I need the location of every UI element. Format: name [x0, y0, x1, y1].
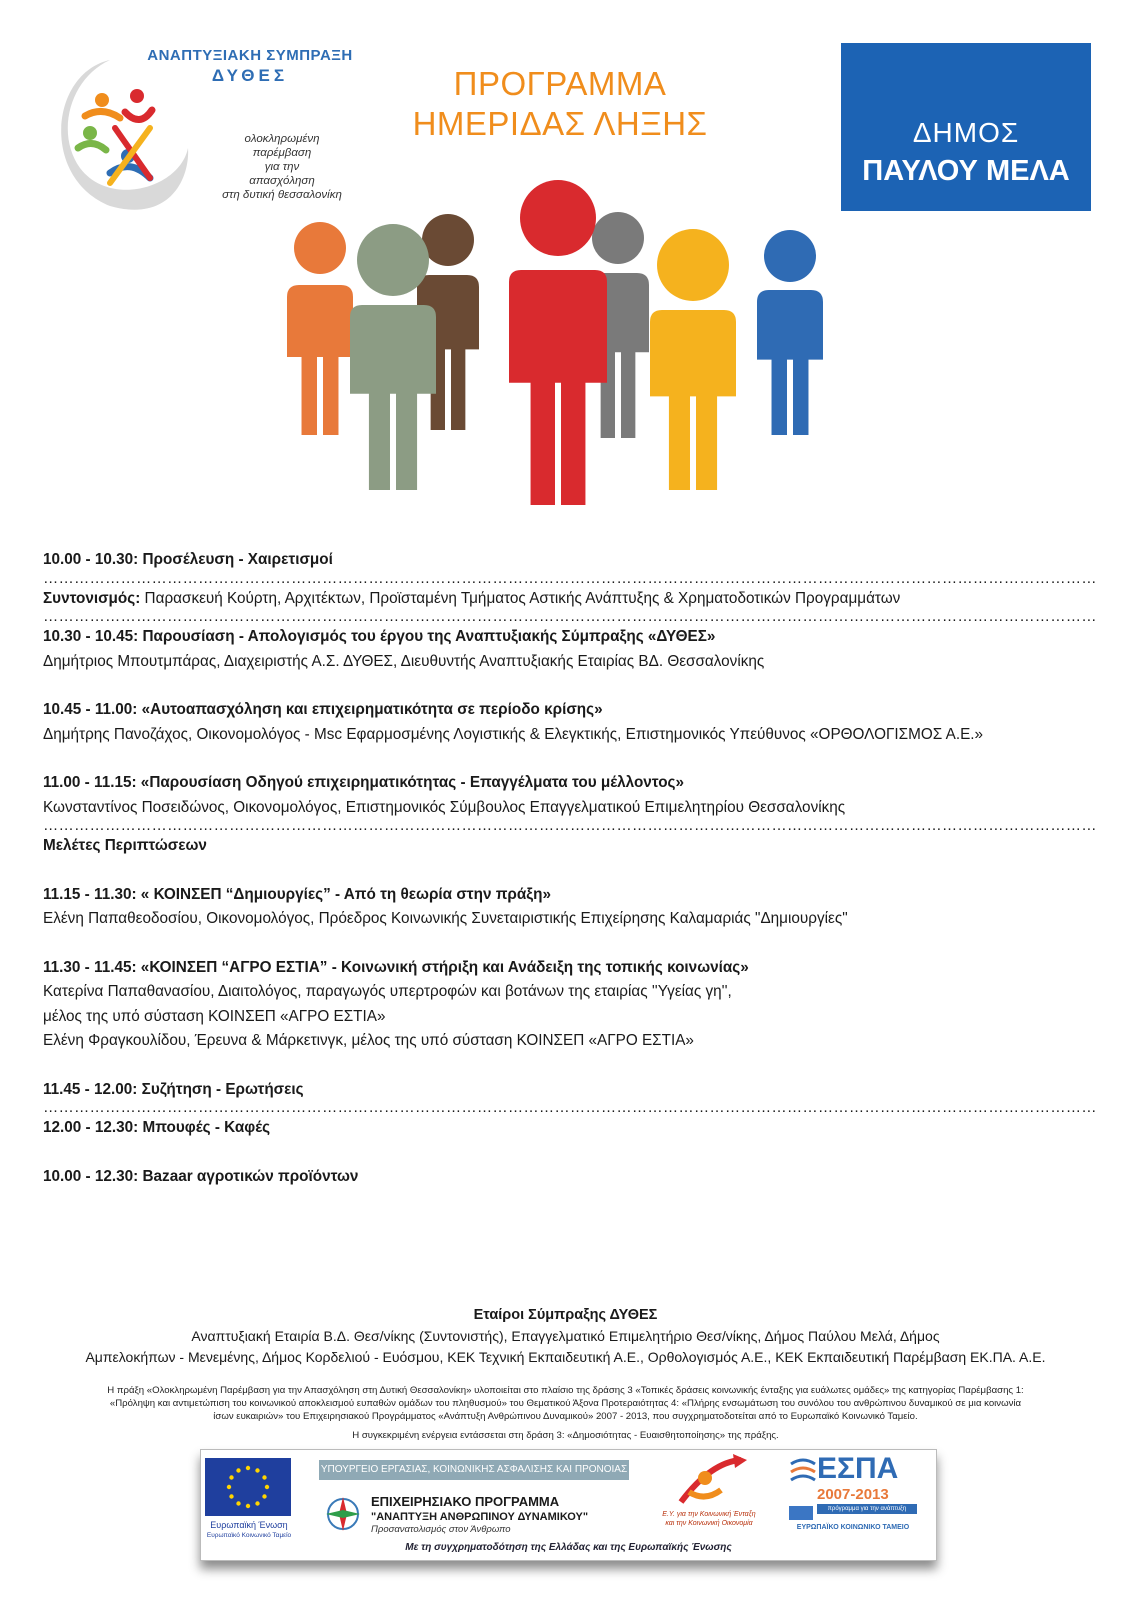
logo-title	[135, 46, 365, 86]
municipality-line2: ΠΑΥΛΟΥ ΜΕΛΑ	[862, 155, 1070, 187]
funding-note	[20, 1384, 1111, 1423]
compass-icon	[323, 1494, 363, 1534]
person-head	[657, 229, 729, 301]
person-body	[509, 270, 607, 505]
person-body	[350, 305, 436, 490]
cofinancing-note: Με τη συγχρηματοδότηση της Ελλάδας και της Ευρωπαϊκής Ένωσης	[405, 1542, 732, 1553]
eu-star	[262, 1475, 266, 1479]
eu-star	[262, 1494, 266, 1498]
agenda-item: 10.00 - 10.30: Προσέλευση - Χαιρετισμοί	[43, 551, 333, 568]
agenda-speaker: Ελένη Φραγκουλίδου, Έρευνα & Μάρκετινγκ, μέλος της υπό σύσταση ΚΟΙΝΣΕΠ «ΑΓΡΟ ΕΣΤΙΑ»	[43, 1032, 694, 1049]
op-motto: Προσανατολισμός στον Άνθρωπο	[371, 1524, 511, 1535]
case-studies-heading: Μελέτες Περιπτώσεων	[43, 837, 207, 854]
eu-star	[227, 1485, 231, 1489]
partners-section	[30, 1305, 1101, 1368]
agenda-speaker: Δημήτριος Μπουτμπάρας, Διαχειριστής Α.Σ. ΔΥΘΕΣ, Διευθυντής Αναπτυξιακής Εταιρίας ΒΔ. Θεσσαλονίκης	[43, 652, 765, 670]
eu-star	[246, 1466, 250, 1470]
ministry-banner: ΥΠΟΥΡΓΕΙΟ ΕΡΓΑΣΙΑΣ, ΚΟΙΝΩΝΙΚΗΣ ΑΣΦΑΛΙΣΗΣ ΚΑΙ ΠΡΟΝΟΙΑΣ	[319, 1460, 629, 1480]
agenda-speaker: Κωνσταντίνος Ποσειδώνος, Οικονομολόγος, Επιστημονικός Σύμβουλος Επαγγελματικού Επιμελητηρίου Θεσσαλονίκης	[43, 798, 846, 816]
person-head	[422, 214, 474, 266]
partners-line: Αναπτυξιακή Εταιρία Β.Δ. Θεσ/νίκης (Συντονιστής), Επαγγελματικό Επιμελητήριο Θεσ/νίκης, Δήμος Παύλου Μελά, Δήμος	[191, 1328, 940, 1344]
dotted-separator: ……………………………………………………………………………………………………………………………………………………………………………………	[43, 608, 1097, 625]
agenda-item: 11.15 - 11.30: « ΚΟΙΝΣΕΠ “Δημιουργίες” - Από τη θεωρία στην πράξη»	[43, 885, 551, 903]
espa-waves-icon	[789, 1456, 817, 1490]
funding-logos-bar	[200, 1449, 937, 1561]
person-figure	[509, 180, 607, 505]
person-figure	[350, 224, 436, 490]
people-illustration	[280, 190, 860, 520]
esf-label: Ευρωπαϊκό Κοινωνικό Ταμείο	[206, 1532, 292, 1539]
eu-star	[236, 1501, 240, 1505]
esf-label-espa: ΕΥΡΩΠΑΪΚΟ ΚΟΙΝΩΝΙΚΟ ΤΑΜΕΙΟ	[796, 1524, 910, 1531]
op-title: ΕΠΙΧΕΙΡΗΣΙΑΚΟ ΠΡΟΓΡΑΜΜΑ	[371, 1494, 560, 1509]
partners-heading: Εταίροι Σύμπραξης ΔΥΘΕΣ	[473, 1307, 658, 1323]
agenda-item: 11.00 - 11.15: «Παρουσίαση Οδηγού επιχειρηματικότητας - Επαγγέλματα του μέλλοντος»	[43, 774, 685, 791]
espa-logo	[789, 1452, 917, 1536]
coordinator-text: Παρασκευή Κούρτη, Αρχιτέκτων, Προϊσταμένη Τμήματος Αστικής Ανάπτυξης & Χρηματοδοτικών Προγραμμάτων	[140, 589, 901, 607]
dotted-separator: ……………………………………………………………………………………………………………………………………………………………………………………	[43, 817, 1097, 834]
agenda-item: 10.00 - 12.30: Bazaar αγροτικών προϊόντων	[43, 1167, 359, 1185]
eu-star	[265, 1485, 269, 1489]
partners-line: Αμπελοκήπων - Μενεμένης, Δήμος Κορδελιού - Ευόσμου, ΚΕΚ Τεχνική Εκπαιδευτική Α.Ε., Ορθολογισμός Α.Ε., ΚΕΚ Εκπαιδευτική Παρέμβαση ΕΚ.ΠΑ. Α.Ε.	[85, 1349, 1046, 1365]
logo-tagline-1: ολοκληρωμένη	[244, 133, 320, 145]
person-body	[757, 290, 823, 435]
dotted-separator: ……………………………………………………………………………………………………………………………………………………………………………………	[43, 1099, 1097, 1116]
agenda-speaker: Δημήτρης Πανοζάχος, Οικονομολόγος - Msc Εφαρμοσμένης Λογιστικής & Ελεγκτικής, Επιστημονικός Υπεύθυνος «ΟΡΘΟΛΟΓΙΣΜΟΣ Α.Ε.»	[43, 725, 984, 743]
logo-tagline-2: παρέμβαση	[252, 147, 312, 159]
logo-tagline-5: στη δυτική θεσσαλονίκη	[222, 189, 342, 201]
logo-tagline-3: για την	[264, 161, 300, 173]
person-head	[520, 180, 596, 256]
eu-star	[255, 1501, 259, 1505]
social-inclusion-line1: Ε.Υ. για την Κοινωνική Ένταξη	[662, 1511, 756, 1518]
agenda	[43, 548, 1103, 1189]
municipality-line1: ΔΗΜΟΣ	[912, 117, 1020, 148]
espa-title: ΕΣΠΑ	[817, 1452, 899, 1485]
eu-star	[255, 1468, 259, 1472]
social-inclusion-line2: και την Κοινωνική Οικονομία	[665, 1520, 753, 1527]
logo-line2: ΔΥΘΕΣ	[211, 66, 289, 85]
title-line2: ΗΜΕΡΙΔΑΣ ΛΗΞΗΣ	[412, 105, 708, 142]
eu-star	[246, 1504, 250, 1508]
person-head	[592, 212, 644, 264]
person-figure	[287, 222, 353, 435]
agenda-speaker: μέλος της υπό σύσταση ΚΟΙΝΣΕΠ «ΑΓΡΟ ΕΣΤΙΑ»	[43, 1007, 386, 1025]
agenda-item: 10.30 - 10.45: Παρουσίαση - Απολογισμός του έργου της Αναπτυξιακής Σύμπραξης «ΔΥΘΕΣ»	[43, 628, 716, 645]
publicity-note: Η συγκεκριμένη ενέργεια εντάσσεται στη δράση 3: «Δημοσιότητας - Ευαισθητοποίησης» της πράξης.	[352, 1430, 779, 1441]
eu-label: Ευρωπαϊκή Ένωση	[210, 1520, 288, 1530]
agenda-item: 11.45 - 12.00: Συζήτηση - Ερωτήσεις	[43, 1080, 304, 1098]
social-inclusion-logo-icon	[671, 1452, 751, 1510]
title-line1: ΠΡΟΓΡΑΜΜΑ	[453, 65, 667, 102]
agenda-speaker: Ελένη Παπαθεοδοσίου, Οικονομολόγος, Πρόεδρος Κοινωνικής Συνεταιριστικής Επιχείρησης Καλαμαριάς "Δημιουργίες"	[43, 910, 848, 927]
agenda-speaker: Κατερίνα Παπαθανασίου, Διαιτολόγος, παραγωγός υπερτροφών και βοτάνων της εταιρίας ''Υγείας γη'',	[43, 983, 732, 1000]
logo-tagline-4: απασχόληση	[249, 175, 315, 187]
agenda-item: 10.45 - 11.00: «Αυτοαπασχόληση και επιχειρηματικότητα σε περίοδο κρίσης»	[43, 701, 603, 718]
eu-star	[236, 1468, 240, 1472]
espa-slogan: πρόγραμμα για την ανάπτυξη	[817, 1504, 917, 1514]
eu-star	[229, 1494, 233, 1498]
person-head	[764, 230, 816, 282]
person-head	[357, 224, 429, 296]
agenda-item: 11.30 - 11.45: «ΚΟΙΝΣΕΠ “ΑΓΡΟ ΕΣΤΙΑ” - Κοινωνική στήριξη και Ανάδειξη της τοπικής κοινωνίας»	[43, 958, 749, 976]
op-subtitle: "ΑΝΑΠΤΥΞΗ ΑΝΘΡΩΠΙΝΟΥ ΔΥΝΑΜΙΚΟΥ"	[371, 1511, 589, 1523]
person-figure	[757, 230, 823, 435]
funding-note-line: «Πρόληψη και αντιμετώπιση του κοινωνικού αποκλεισμού ευπαθών ομάδων του πληθυσμού» του Θεματικού Άξονα Προτεραιότητας 4: «Πλήρης ενσωμάτωση του συνόλου του ανθρώπινου δυναμικού σε μια κοινωνία	[109, 1398, 1022, 1409]
person-body	[650, 310, 736, 490]
funding-note-line: ίσων ευκαιριών» του Επιχειρησιακού Προγράμματος «Ανάπτυξη Ανθρώπινου Δυναμικού» 2007 - 2013, που συγχρηματοδοτείται από το Ευρωπαϊκό Κοινωνικό Ταμείο.	[213, 1411, 918, 1422]
dotted-separator: ……………………………………………………………………………………………………………………………………………………………………………………	[43, 569, 1097, 587]
agenda-item: 12.00 - 12.30: Μπουφές - Καφές	[43, 1119, 271, 1136]
eu-star	[229, 1475, 233, 1479]
person-head	[294, 222, 346, 274]
municipality-logo	[841, 43, 1091, 211]
coordinator-label: Συντονισμός:	[43, 589, 141, 607]
social-inclusion-label	[653, 1510, 765, 1528]
person-figure	[650, 229, 736, 490]
greek-flag-icon	[789, 1506, 813, 1520]
person-body	[287, 285, 353, 435]
program-title	[390, 64, 730, 144]
logo-line1: ΑΝΑΠΤΥΞΙΑΚΗ ΣΥΜΠΡΑΞΗ	[147, 47, 353, 64]
funding-note-line: Η πράξη «Ολοκληρωμένη Παρέμβαση για την Απασχόληση στη Δυτική Θεσσαλονίκη» υλοποιείται στο πλαίσιο της δράσης 3 «Τοπικές δράσεις κοινωνικής ένταξης για ευάλωτες ομάδες» της κατηγορίας Παρέμβασης 1:	[107, 1385, 1024, 1396]
espa-years: 2007-2013	[817, 1486, 889, 1503]
